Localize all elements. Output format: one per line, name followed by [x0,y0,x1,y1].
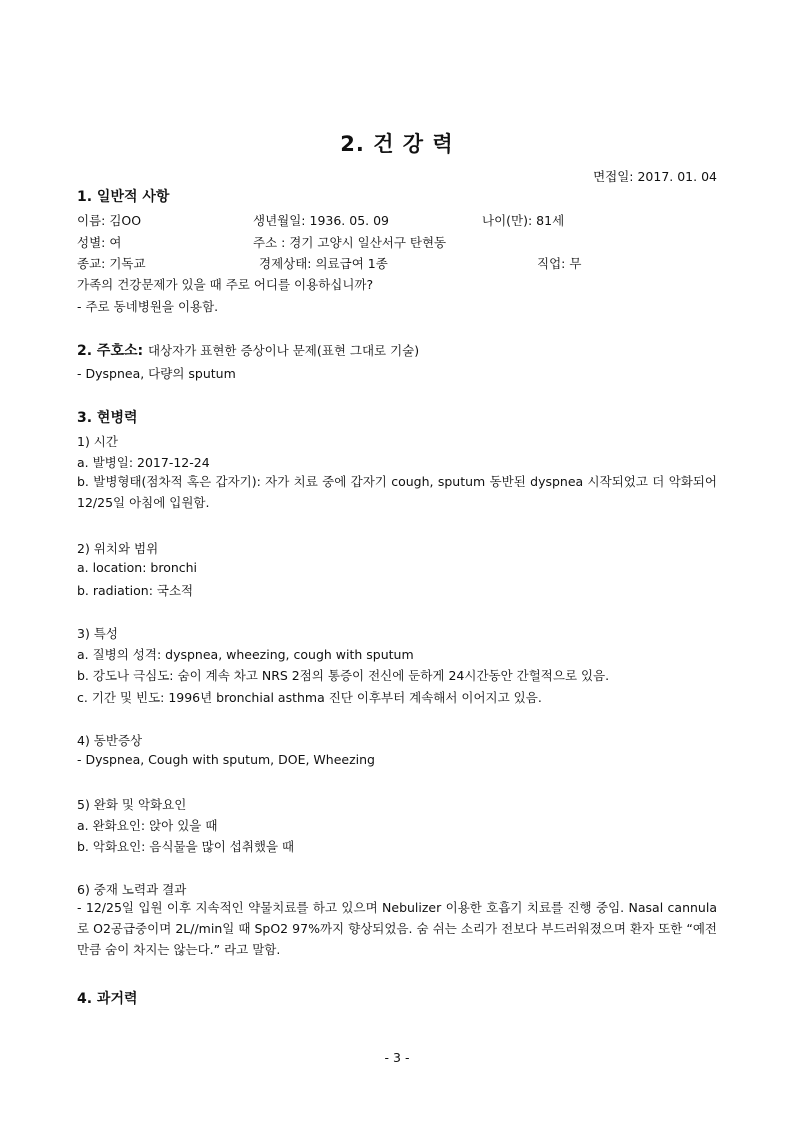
onset-date: a. 발병일: 2017-12-24 [77,455,210,470]
section-heading-general: 1. 일반적 사항 [77,189,170,205]
patient-job: 직업: 무 [537,256,582,271]
chief-complaint-heading: 2. 주호소: [77,343,144,359]
chief-complaint-text: - Dyspnea, 다량의 sputum [77,366,236,381]
intervention-text: - 12/25일 입원 이후 지속적인 약물치료를 하고 있으며 Nebulizer 이용한 호흡기 치료를 진행 중임. Nasal cannula로 O2공급중이며 2L//min일 때 SpO2 97%까지 향상되었음. 숨 쉬는 소리가 전보다 부드러워졌으며 환자 또한 “예전만큼 숨이 차지는 않는다.” 라고 말함. [77,900,717,957]
page-number: - 3 - [384,1050,410,1065]
character-c: c. 기간 및 빈도: 1996년 bronchial asthma 진단 이후부터 계속해서 이어지고 있음. [77,690,542,705]
character-b: b. 강도나 극심도: 숨이 계속 차고 NRS 2점의 통증이 전신에 둔하게 24시간동안 간헐적으로 있음. [77,668,610,683]
patient-age: 나이(만): 81세 [482,213,565,228]
associated-text: - Dyspnea, Cough with sputum, DOE, Wheezing [77,752,375,767]
family-health-answer: - 주로 동네병원을 이용함. [77,299,219,314]
intervention-label: 6) 중재 노력과 결과 [77,882,187,897]
location-label: 2) 위치와 범위 [77,541,159,556]
time-label: 1) 시간 [77,434,118,449]
section-heading-chief-complaint [77,340,419,360]
onset-pattern: b. 발병형태(점차적 혹은 갑자기): 자가 치료 중에 갑자기 cough, sputum 동반된 dyspnea 시작되었고 더 악화되어 12/25일 아침에 입원함. [77,474,717,510]
chief-complaint-note: 대상자가 표현한 증상이나 문제(표현 그대로 기술) [147,343,420,358]
section-heading-past-history: 4. 과거력 [77,991,138,1007]
interview-date: 면접일: 2017. 01. 04 [593,169,717,184]
patient-economic: 경제상태: 의료급여 1종 [259,256,388,271]
patient-birth: 생년월일: 1936. 05. 09 [253,213,390,228]
patient-address: 주소 : 경기 고양시 일산서구 탄현동 [253,235,447,250]
family-health-question: 가족의 건강문제가 있을 때 주로 어디를 이용하십니까? [77,277,374,292]
patient-religion: 종교: 기독교 [77,256,146,271]
aggravating-factor: b. 악화요인: 음식물을 많이 섭취했을 때 [77,839,295,854]
section-heading-present-illness: 3. 현병력 [77,410,138,426]
character-label: 3) 특성 [77,626,118,641]
patient-sex: 성별: 여 [77,235,122,250]
patient-name: 이름: 김OO [77,213,142,228]
location-a: a. location: bronchi [77,560,198,575]
location-b: b. radiation: 국소적 [77,583,194,598]
associated-label: 4) 동반증상 [77,733,143,748]
character-a: a. 질병의 성격: dyspnea, wheezing, cough with sputum [77,647,414,662]
page-title: 2. 건 강 력 [340,132,454,156]
relieving-factor: a. 완화요인: 앉아 있을 때 [77,818,218,833]
factors-label: 5) 완화 및 악화요인 [77,797,187,812]
